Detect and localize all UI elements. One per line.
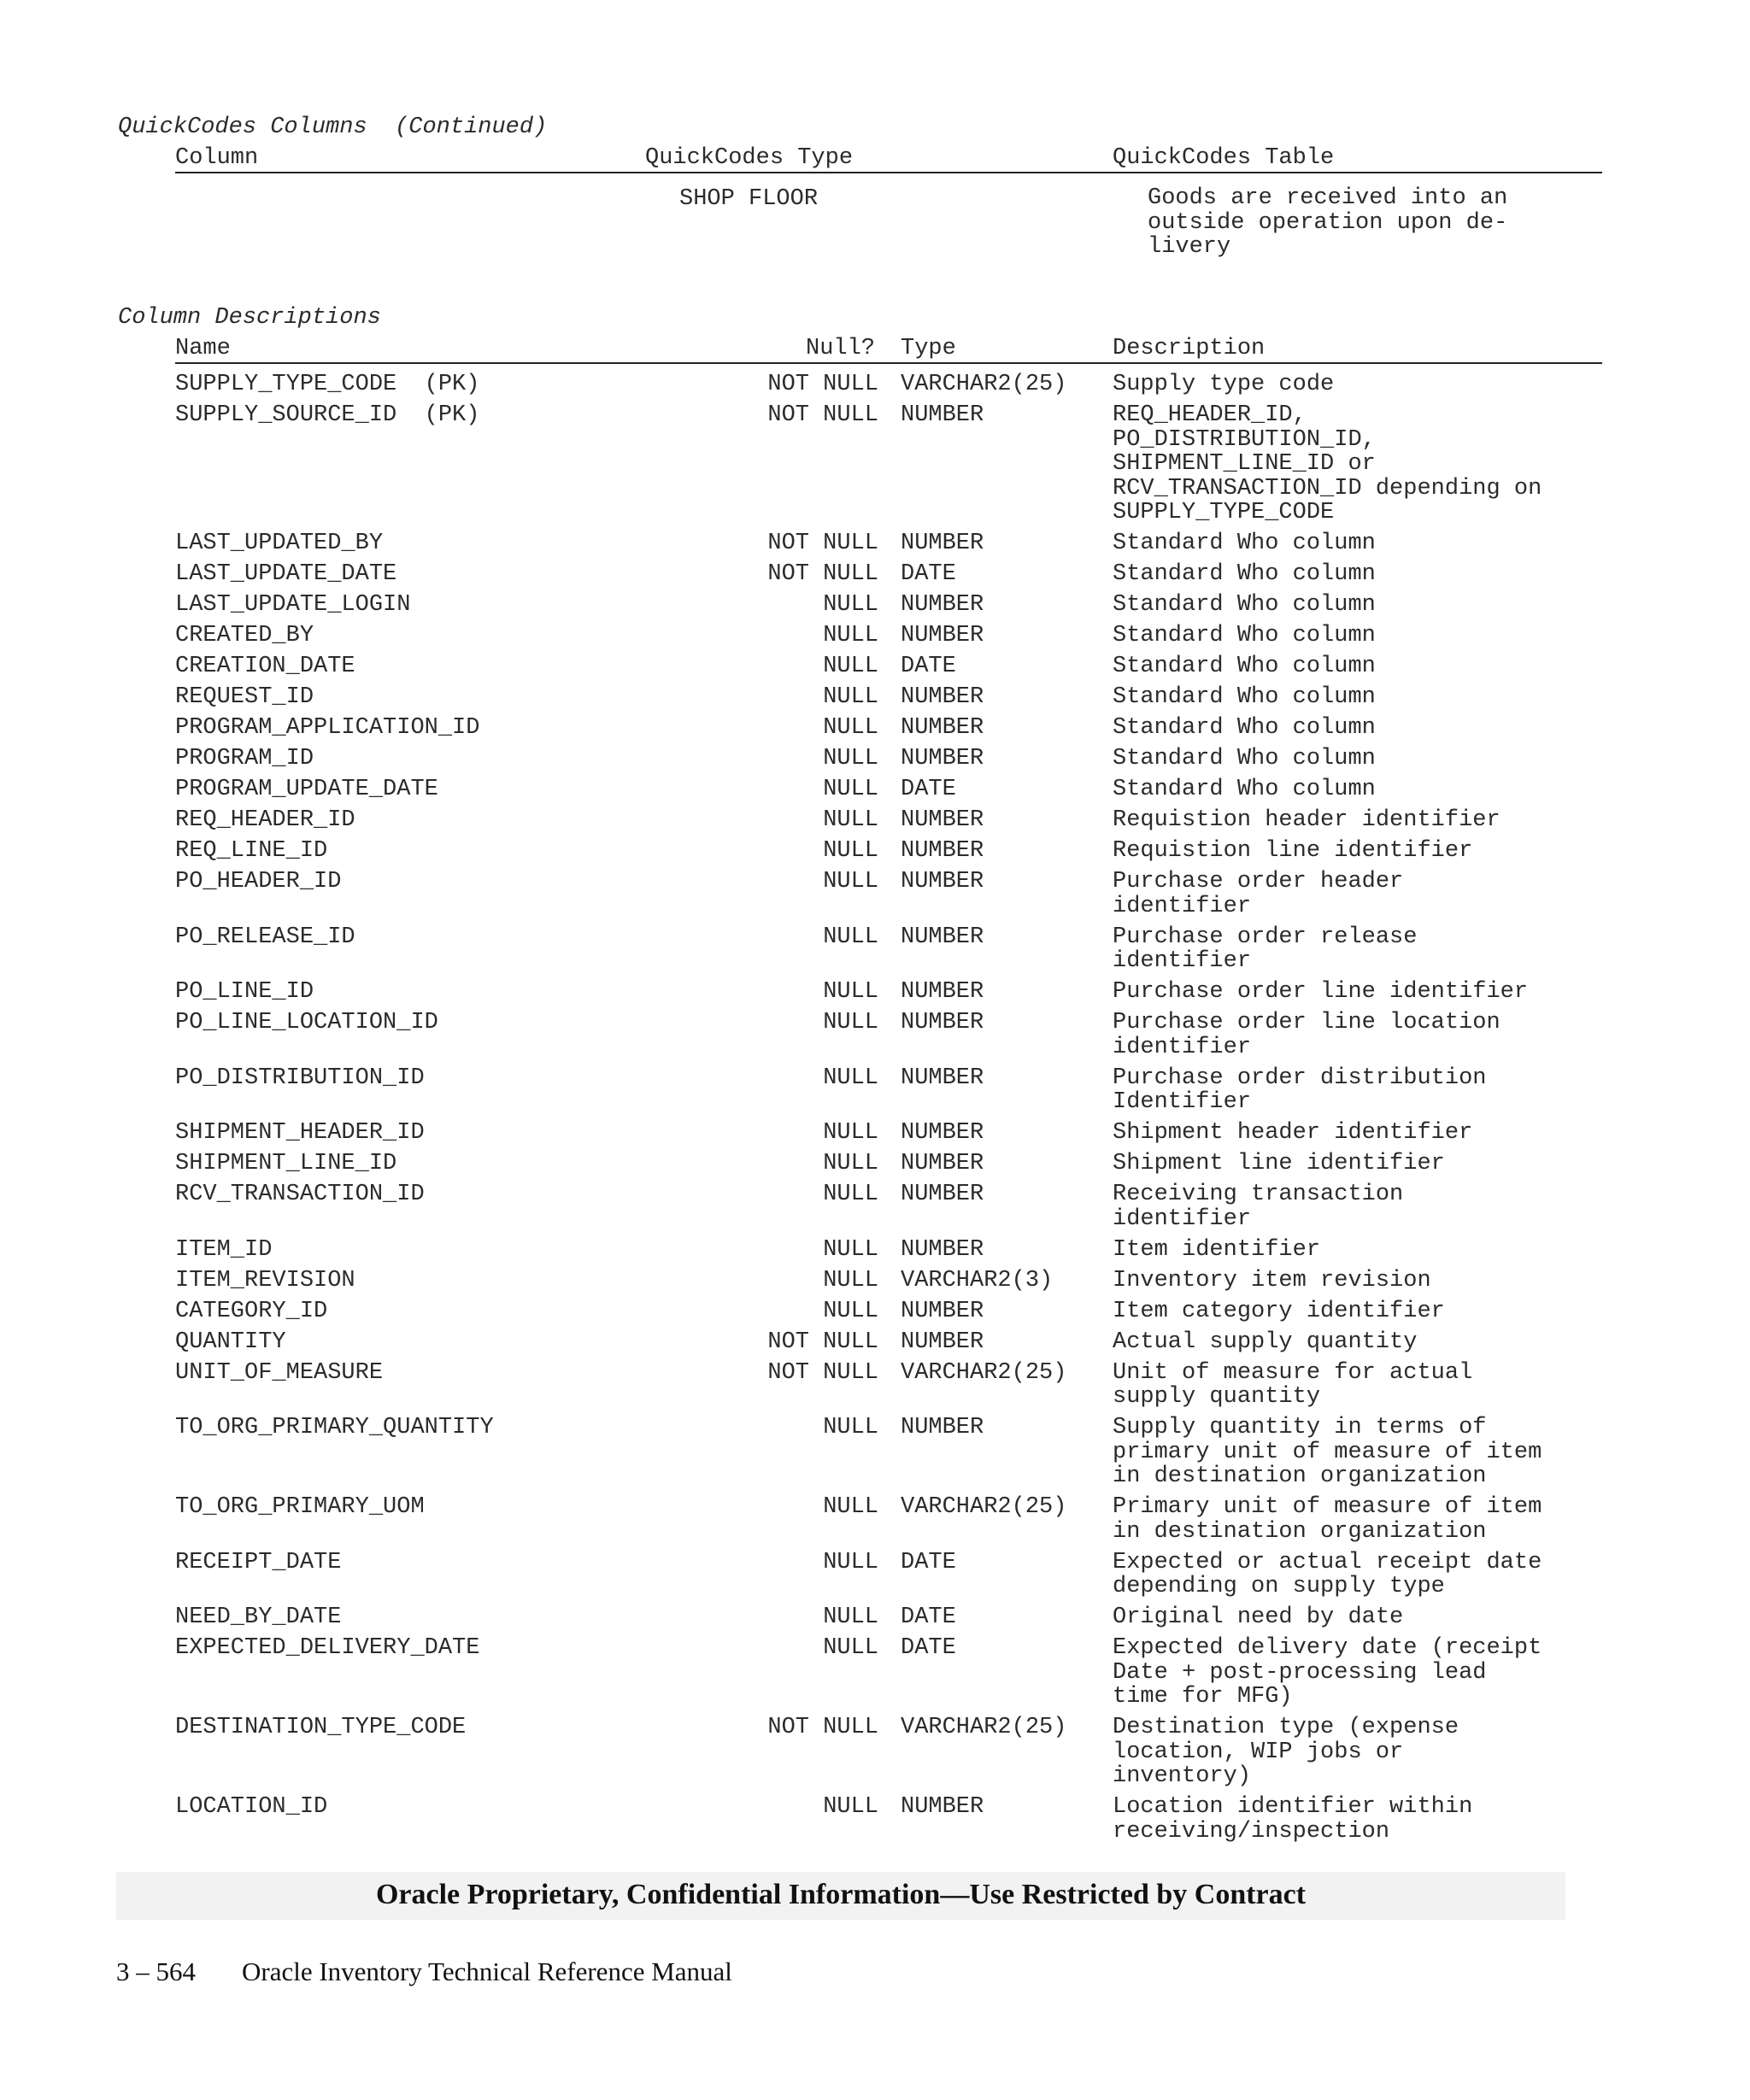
description-cell: Standard Who column (1113, 777, 1376, 802)
column-descriptions-header-rule (175, 362, 1602, 364)
table-row (0, 372, 1750, 403)
table-row (0, 593, 1750, 624)
nullability-cell: NOT NULL (767, 372, 878, 397)
table-row (0, 1011, 1750, 1066)
description-cell: Destination type (expense location, WIP jobs or inventory) (1113, 1715, 1459, 1789)
nullability-cell: NULL (823, 746, 878, 771)
column-name-cell: LAST_UPDATED_BY (175, 531, 384, 556)
nullability-cell: NULL (823, 1120, 878, 1146)
description-cell: Unit of measure for actual supply quantity (1113, 1359, 1473, 1410)
column-name-cell: PO_DISTRIBUTION_ID (175, 1065, 425, 1091)
nullability-cell: NULL (823, 869, 878, 895)
description-cell: Purchase order line identifier (1113, 979, 1529, 1005)
nullability-cell: NOT NULL (767, 1715, 878, 1740)
column-name-cell: SHIPMENT_LINE_ID (175, 1151, 397, 1176)
column-descriptions-title: Column Descriptions (118, 305, 381, 331)
description-cell: Inventory item revision (1113, 1267, 1431, 1293)
data-type-cell: DATE (901, 777, 956, 802)
table-row (0, 1716, 1750, 1795)
table-row (0, 1121, 1750, 1152)
table-row (0, 1269, 1750, 1299)
description-cell: Standard Who column (1113, 746, 1376, 771)
name-header: Name (175, 336, 231, 361)
table-row (0, 1152, 1750, 1182)
data-type-cell: VARCHAR2(25) (901, 1715, 1067, 1740)
data-type-cell: VARCHAR2(25) (901, 1359, 1067, 1386)
description-cell: Primary unit of measure of item in destination organization (1113, 1494, 1542, 1545)
nullability-cell: NULL (823, 1151, 878, 1176)
column-name-cell: EXPECTED_DELIVERY_DATE (175, 1635, 480, 1661)
nullability-cell: NOT NULL (767, 1359, 878, 1386)
column-name-cell: REQ_HEADER_ID (175, 807, 355, 833)
data-type-cell: NUMBER (901, 1794, 984, 1820)
column-name-cell: DESTINATION_TYPE_CODE (175, 1715, 467, 1740)
table-row (0, 1551, 1750, 1606)
description-cell: Supply type code (1113, 372, 1335, 397)
nullability-cell: NULL (823, 592, 878, 618)
data-type-cell: NUMBER (901, 1151, 984, 1176)
data-type-cell: NUMBER (901, 531, 984, 556)
data-type-cell: VARCHAR2(25) (901, 372, 1067, 397)
manual-title: Oracle Inventory Technical Reference Manual (242, 1956, 732, 1986)
column-name-cell: PROGRAM_ID (175, 746, 314, 771)
table-row (0, 747, 1750, 777)
nullability-cell: NOT NULL (767, 1329, 878, 1355)
description-cell: Receiving transaction identifier (1113, 1182, 1404, 1232)
description-cell: Expected or actual receipt date depending on supply type (1113, 1549, 1542, 1599)
column-name-cell: PO_LINE_LOCATION_ID (175, 1010, 438, 1035)
description-cell: Item identifier (1113, 1236, 1321, 1263)
table-row (0, 1495, 1750, 1551)
nullability-cell: NULL (823, 715, 878, 741)
description-cell: Item category identifier (1113, 1298, 1445, 1324)
nullability-cell: NULL (823, 924, 878, 950)
description-cell: Location identifier within receiving/inspection (1113, 1794, 1473, 1845)
column-name-cell: TO_ORG_PRIMARY_UOM (175, 1494, 425, 1520)
column-name-cell: RCV_TRANSACTION_ID (175, 1182, 425, 1207)
nullability-cell: NULL (823, 1794, 878, 1820)
column-name-cell: NEED_BY_DATE (175, 1604, 342, 1630)
column-name-cell: UNIT_OF_MEASURE (175, 1359, 384, 1386)
nullability-cell: NULL (823, 1415, 878, 1440)
data-type-cell: DATE (901, 1604, 956, 1630)
column-name-cell: PROGRAM_APPLICATION_ID (175, 715, 480, 741)
column-name-cell: RECEIPT_DATE (175, 1549, 342, 1575)
description-cell: Standard Who column (1113, 531, 1376, 556)
nullability-cell: NULL (823, 1604, 878, 1630)
nullability-cell: NULL (823, 807, 878, 833)
column-name-cell: REQUEST_ID (175, 684, 314, 710)
data-type-cell: NUMBER (901, 924, 984, 950)
description-cell: Standard Who column (1113, 654, 1376, 679)
description-cell: Expected delivery date (receipt Date + post-processing lead time for MFG) (1113, 1635, 1542, 1710)
description-cell: Requistion header identifier (1113, 807, 1500, 833)
table-row (0, 839, 1750, 870)
column-name-cell: CATEGORY_ID (175, 1298, 328, 1324)
description-cell: Requistion line identifier (1113, 838, 1473, 864)
data-type-cell: NUMBER (901, 1415, 984, 1440)
data-type-cell: DATE (901, 1549, 956, 1575)
nullability-cell: NULL (823, 1494, 878, 1520)
data-type-cell: VARCHAR2(25) (901, 1494, 1067, 1520)
null-header: Null? (806, 336, 876, 361)
confidential-notice: Oracle Proprietary, Confidential Information––Use Restricted by Contract (375, 1879, 1307, 1910)
table-row (0, 685, 1750, 716)
quickcodes-table-header: QuickCodes Table (1113, 145, 1335, 171)
data-type-cell: NUMBER (901, 838, 984, 864)
nullability-cell: NULL (823, 1182, 878, 1207)
data-type-cell: DATE (901, 1635, 956, 1661)
table-row (0, 1795, 1750, 1851)
quickcodes-type-header: QuickCodes Type (645, 145, 854, 171)
column-name-cell: PROGRAM_UPDATE_DATE (175, 777, 438, 802)
description-cell: Standard Who column (1113, 623, 1376, 648)
column-name-cell: PO_RELEASE_ID (175, 924, 355, 950)
column-name-cell: PO_LINE_ID (175, 979, 314, 1005)
table-row (0, 1605, 1750, 1636)
table-row (0, 777, 1750, 808)
nullability-cell: NULL (823, 684, 878, 710)
nullability-cell: NULL (823, 623, 878, 648)
column-name-cell: LAST_UPDATE_DATE (175, 561, 397, 587)
table-row (0, 1182, 1750, 1238)
data-type-cell: NUMBER (901, 715, 984, 741)
table-row (0, 624, 1750, 654)
column-name-cell: ITEM_ID (175, 1236, 273, 1263)
description-cell: Standard Who column (1113, 715, 1376, 741)
table-row (0, 403, 1750, 531)
page-number: 3 – 564 (116, 1956, 196, 1986)
nullability-cell: NOT NULL (767, 561, 878, 587)
data-type-cell: NUMBER (901, 1065, 984, 1091)
nullability-cell: NULL (823, 979, 878, 1005)
column-name-cell: REQ_LINE_ID (175, 838, 328, 864)
data-type-cell: NUMBER (901, 869, 984, 895)
table-row (0, 1299, 1750, 1330)
data-type-cell: NUMBER (901, 1298, 984, 1324)
data-type-cell: DATE (901, 561, 956, 587)
data-type-cell: NUMBER (901, 1236, 984, 1263)
table-row (0, 716, 1750, 747)
data-type-cell: NUMBER (901, 684, 984, 710)
data-type-cell: NUMBER (901, 746, 984, 771)
data-type-cell: NUMBER (901, 1120, 984, 1146)
description-cell: Purchase order distribution Identifier (1113, 1065, 1487, 1115)
data-type-cell: DATE (901, 654, 956, 679)
column-name-cell: CREATION_DATE (175, 654, 355, 679)
nullability-cell: NULL (823, 1298, 878, 1324)
description-cell: Purchase order release identifier (1113, 924, 1418, 974)
column-name-cell: SUPPLY_SOURCE_ID (PK) (175, 402, 480, 428)
nullability-cell: NULL (823, 777, 878, 802)
nullability-cell: NOT NULL (767, 531, 878, 556)
data-type-cell: NUMBER (901, 807, 984, 833)
nullability-cell: NULL (823, 654, 878, 679)
description-header: Description (1113, 336, 1266, 361)
nullability-cell: NULL (823, 1010, 878, 1035)
nullability-cell: NOT NULL (767, 402, 878, 428)
column-name-cell: SUPPLY_TYPE_CODE (PK) (175, 372, 480, 397)
data-type-cell: VARCHAR2(3) (901, 1267, 1054, 1293)
nullability-cell: NULL (823, 1267, 878, 1293)
nullability-cell: NULL (823, 1635, 878, 1661)
table-row (0, 1238, 1750, 1269)
table-row (0, 925, 1750, 981)
quickcodes-section-title: QuickCodes Columns (Continued) (118, 114, 548, 140)
table-row (0, 531, 1750, 562)
data-type-cell: NUMBER (901, 1182, 984, 1207)
column-name-cell: ITEM_REVISION (175, 1267, 355, 1293)
description-cell: Standard Who column (1113, 561, 1376, 587)
data-type-cell: NUMBER (901, 1010, 984, 1035)
table-row (0, 870, 1750, 925)
table-row (0, 808, 1750, 839)
data-type-cell: NUMBER (901, 623, 984, 648)
description-cell: Standard Who column (1113, 684, 1376, 710)
column-name-cell: PO_HEADER_ID (175, 869, 342, 895)
table-row (0, 1066, 1750, 1122)
description-cell: REQ_HEADER_ID, PO_DISTRIBUTION_ID, SHIPMENT_LINE_ID or RCV_TRANSACTION_ID depending on SUPPLY_TYPE_CODE (1113, 402, 1542, 525)
description-cell: Purchase order line location identifier (1113, 1010, 1500, 1060)
table-row (0, 1636, 1750, 1716)
table-row (0, 1416, 1750, 1495)
nullability-cell: NULL (823, 1549, 878, 1575)
description-cell: Shipment line identifier (1113, 1151, 1445, 1176)
data-type-cell: NUMBER (901, 1329, 984, 1355)
column-name-cell: CREATED_BY (175, 623, 314, 648)
description-cell: Shipment header identifier (1113, 1120, 1473, 1146)
data-type-cell: NUMBER (901, 402, 984, 428)
data-type-cell: NUMBER (901, 592, 984, 618)
column-descriptions-table (0, 372, 1750, 1851)
table-row (0, 980, 1750, 1011)
table-row (0, 654, 1750, 685)
nullability-cell: NULL (823, 1236, 878, 1263)
quickcodes-header-rule (175, 172, 1602, 173)
table-row (0, 1330, 1750, 1361)
column-name-cell: SHIPMENT_HEADER_ID (175, 1120, 425, 1146)
description-cell: Actual supply quantity (1113, 1329, 1418, 1355)
description-cell: Purchase order header identifier (1113, 869, 1404, 919)
column-name-cell: LAST_UPDATE_LOGIN (175, 592, 411, 618)
nullability-cell: NULL (823, 838, 878, 864)
data-type-cell: NUMBER (901, 979, 984, 1005)
nullability-cell: NULL (823, 1065, 878, 1091)
table-row (0, 1361, 1750, 1417)
type-header: Type (901, 336, 956, 361)
column-name-cell: LOCATION_ID (175, 1794, 328, 1820)
column-name-cell: TO_ORG_PRIMARY_QUANTITY (175, 1415, 494, 1440)
table-row (0, 562, 1750, 593)
description-cell: Standard Who column (1113, 592, 1376, 618)
quickcodes-column-header: Column (175, 145, 259, 171)
quickcodes-description: Goods are received into an outside operation upon de- livery (1148, 185, 1508, 260)
description-cell: Supply quantity in terms of primary unit of measure of item in destination organization (1113, 1415, 1542, 1489)
quickcodes-type-value: SHOP FLOOR (679, 186, 819, 212)
column-name-cell: QUANTITY (175, 1329, 286, 1355)
description-cell: Original need by date (1113, 1604, 1404, 1630)
